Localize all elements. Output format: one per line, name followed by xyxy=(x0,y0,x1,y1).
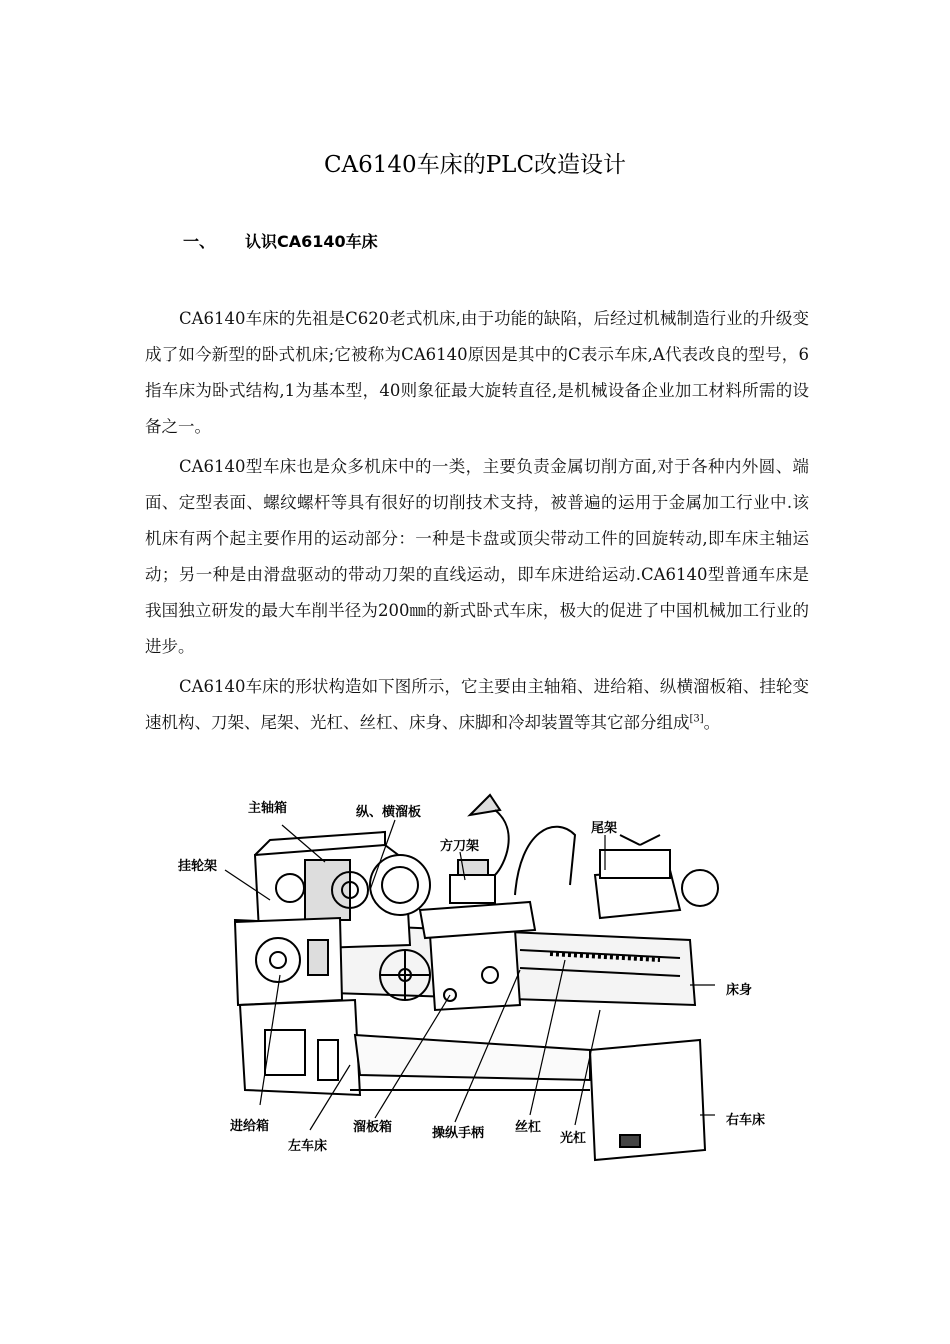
section-heading xyxy=(183,229,378,252)
label-tool-rest: 方刀架 xyxy=(440,839,480,854)
label-feed-rod: 光杠 xyxy=(560,1131,587,1146)
paragraph-1: CA6140车床的先祖是C620老式机床,由于功能的缺陷，后经过机械制造行业的升级变成了如今新型的卧式机床;它被称为CA6140原因是其中的C表示车床,A代表改良的型号，6指车床为卧式结构,1为基本型，40则象征最大旋转直径,是机械设备企业加工材料所需的设备之一。 xyxy=(145,309,809,436)
section-title: 认识CA6140车床 xyxy=(245,232,378,251)
label-apron: 溜板箱 xyxy=(353,1120,393,1135)
lathe-figure xyxy=(160,790,800,1185)
label-carriage: 纵、横溜板 xyxy=(356,805,422,820)
left-leg-drawing xyxy=(240,1000,360,1095)
paragraph-3-text: CA6140车床的形状构造如下图所示，它主要由主轴箱、进给箱、纵横溜板箱、挂轮变速机构、刀架、尾架、光杠、丝杠、床身、床脚和冷却装置等其它部分组成 xyxy=(145,677,809,732)
label-spindle-box: 主轴箱 xyxy=(248,801,288,816)
label-change-gear: 挂轮架 xyxy=(178,859,218,874)
paragraph-3 xyxy=(145,669,809,741)
label-bed: 床身 xyxy=(726,983,753,998)
label-handle: 操纵手柄 xyxy=(432,1126,485,1141)
label-feed-box: 进给箱 xyxy=(230,1119,270,1134)
paragraph-3-end: 。 xyxy=(703,713,721,732)
paragraph-2: CA6140型车床也是众多机床中的一类，主要负责金属切削方面,对于各种内外圆、端面、定型表面、螺纹螺杆等具有很好的切削技术支持，被普遍的运用于金属加工行业中.该机床有两个起主要作用的运动部分：一种是卡盘或顶尖带动工件的回旋转动,即车床主轴运动；另一种是由滑盘驱动的带动刀架的直线运动，即车床进给运动.CA6140型普通车床是我国独立研发的最大车削半径为200㎜的新式卧式车床，极大的促进了中国机械加工行业的进步。 xyxy=(145,457,809,656)
apron-drawing xyxy=(430,930,520,1010)
label-left-leg: 左车床 xyxy=(288,1139,328,1154)
label-tailstock: 尾架 xyxy=(591,821,618,836)
label-lead-screw: 丝杠 xyxy=(515,1120,542,1135)
lathe-diagram xyxy=(160,790,800,1185)
right-leg-drawing xyxy=(590,1040,705,1160)
page-title: CA6140车床的PLC改造设计 xyxy=(323,152,627,178)
section-number: 一、 xyxy=(183,232,216,251)
label-right-leg: 右车床 xyxy=(726,1113,766,1128)
citation-mark: [3] xyxy=(689,713,704,725)
